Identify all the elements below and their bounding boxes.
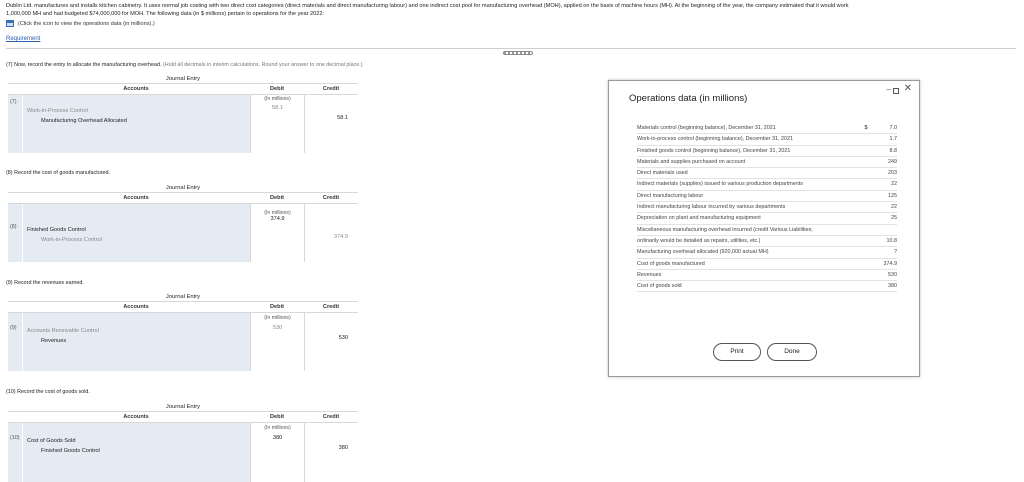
row-label: Materials control (beginning balance), December 31, 2021 [637,125,776,131]
prompt-9: (9) Record the revenues earned. [6,280,84,286]
row-value: 22 [891,181,897,188]
print-button[interactable]: Print [713,343,761,361]
table-row [637,123,897,134]
done-button[interactable]: Done [767,343,817,361]
row-value: 530 [888,271,897,278]
journal-header [8,193,358,204]
col-debit: Debit [270,195,284,201]
divider [6,48,1016,49]
col-debit: Debit [270,304,284,310]
journal-entry-7 [8,74,358,153]
row-label: Cost of goods sold [637,283,682,290]
dialog-title: Operations data (in millions) [629,93,748,104]
entry-number: (8) [8,204,22,262]
row-value: 125 [888,192,897,199]
row-label: Work-in-process control (beginning balance), December 31, 2021 [637,136,794,143]
row-currency [861,202,871,212]
row-label: Finished goods control (beginning balance), December 31, 2021 [637,147,791,154]
table-row [637,259,897,270]
row-currency [861,179,871,189]
row-value: 22 [891,204,897,211]
table-row [637,168,897,179]
row-value: 380 [888,283,897,290]
minimize-icon[interactable]: – [886,85,891,94]
credit-account-select[interactable]: Manufacturing Overhead Allocated [41,118,127,124]
journal-header [8,302,358,313]
row-currency [861,157,871,167]
credit-amount-input[interactable]: 530 [338,335,348,341]
debit-account-select[interactable]: Cost of Goods Sold [27,438,76,444]
intro-line-1: Dublin Ltd. manufactures and installs kitchen cabinetry. It uses normal job costing with two direct cost categories (direct materials and direct manufacturing labour) and one indirect cost pool for manufacturing overhead (MOH), applied on the basis of machine hours (MH). At the beginning of the year, the company estimated that it would work [6,3,849,9]
row-value: 374.9 [883,260,897,267]
debit-account-select[interactable]: Accounts Receivable Control [27,328,99,334]
table-row [637,202,897,213]
journal-title: Journal Entry [8,292,358,302]
debit-account-select[interactable]: Work-in-Process Control [27,108,88,114]
debit-account-select[interactable]: Finished Goods Control [27,227,86,233]
instruction-text: (7) Now, record the entry to allocate the manufacturing overhead. [6,62,162,68]
col-accounts: Accounts [123,414,149,420]
row-value: 8.8 [889,147,897,154]
entry-number: (9) [8,313,22,371]
row-label: Direct manufacturing labour [637,192,704,199]
operations-table [637,123,897,292]
col-accounts: Accounts [123,86,149,92]
row-currency [861,225,871,235]
table-row [637,270,897,281]
row-label: Manufacturing overhead allocated (920,000 actual MH) [637,249,769,256]
row-currency [861,259,871,269]
row-currency: $ [864,125,868,131]
row-value: ? [894,249,897,256]
row-value: 203 [888,170,897,177]
credit-account-select[interactable]: Finished Goods Control [41,448,100,454]
row-label: Direct materials used [637,170,688,177]
row-label: Indirect manufacturing labour incurred by various departments [637,204,786,211]
credit-account-select[interactable]: Revenues [41,338,67,344]
credit-amount-input[interactable]: 374.9 [334,234,348,240]
intro-line-2: 1,000,000 MH and had budgeted $74,000,000 for MOH. The following data (in $ millions) pertain to operations for the year 2022: [6,10,325,17]
entry-number: (7) [8,95,22,153]
row-value [871,225,897,235]
row-label: Revenues [637,271,662,278]
table-row [637,281,897,292]
journal-title: Journal Entry [8,183,358,193]
credit-amount-input[interactable]: 58.1 [337,115,348,121]
credit-amount-input[interactable]: 380 [338,445,348,451]
unit-label: (In millions) [264,315,291,321]
row-label: Materials and supplies purchased on account [637,158,746,165]
row-currency [861,281,871,291]
close-icon[interactable]: ✕ [903,83,912,94]
col-credit: Credit [322,414,340,420]
operations-data-link-text: (Click the icon to view the operations data (in millions).) [18,20,155,27]
debit-amount-input[interactable]: 374.9 [270,216,285,222]
maximize-icon[interactable] [893,88,899,94]
table-row [637,146,897,157]
row-currency [861,247,871,257]
table-row [637,179,897,190]
instruction-hint: (Hold all decimals in interim calculations. Round your answer to one decimal place.) [163,62,363,68]
col-accounts: Accounts [123,195,149,201]
journal-title: Journal Entry [8,74,358,84]
debit-amount-input[interactable]: 530 [272,325,283,331]
row-currency [861,236,871,246]
row-currency [861,168,871,178]
row-label: Indirect materials (supplies) issued to various production departments [637,181,803,188]
table-row [637,134,897,145]
col-accounts: Accounts [123,304,149,310]
journal-entry-8 [8,183,358,262]
journal-header [8,84,358,95]
debit-amount-input[interactable]: 58.1 [272,105,283,111]
row-currency [861,270,871,280]
row-label: Miscellaneous manufacturing overhead incurred (credit Various Liabilities; [637,226,813,233]
table-row [637,213,897,224]
row-currency [861,134,871,144]
entry-number: (10) [8,423,22,482]
table-row [637,236,897,247]
col-debit: Debit [270,86,284,92]
journal-entry-9 [8,292,358,371]
row-label: Cost of goods manufactured [637,260,705,267]
row-value: 7.0 [889,125,897,131]
journal-title: Journal Entry [8,402,358,412]
row-label: ordinarily would be detailed as repairs, utilities, etc.) [637,237,761,244]
operations-data-dialog [608,80,920,377]
col-credit: Credit [322,86,340,92]
instruction [6,62,363,68]
row-value: 25 [891,215,897,222]
credit-account-select[interactable]: Work-in-Process Control [41,237,102,243]
journal-entry-10 [8,402,358,482]
operations-data-link[interactable] [6,20,155,27]
row-value: 249 [888,158,897,165]
table-row [637,225,897,236]
table-row [637,157,897,168]
unit-label: (In millions) [264,96,291,102]
row-currency [861,213,871,223]
col-credit: Credit [322,195,340,201]
col-credit: Credit [322,304,340,310]
row-value: 1.7 [889,136,897,143]
prompt-10: (10) Record the cost of goods sold. [6,389,90,395]
table-row [637,191,897,202]
unit-label: (In millions) [264,425,291,431]
debit-amount-input[interactable]: 380 [272,435,283,441]
unit-label: (In millions) [264,210,291,216]
table-row [637,247,897,258]
row-currency [861,191,871,201]
row-currency [861,146,871,156]
journal-header [8,412,358,423]
requirement-link[interactable]: Requirement [6,36,41,42]
prompt-8: (8) Record the cost of goods manufactured. [6,170,110,176]
row-value: 10.8 [886,237,897,244]
problem-intro [6,3,1006,18]
panel-resize-handle[interactable] [503,51,533,55]
row-label: Depreciation on plant and manufacturing equipment [637,215,761,222]
col-debit: Debit [270,414,284,420]
table-icon[interactable] [6,20,14,27]
